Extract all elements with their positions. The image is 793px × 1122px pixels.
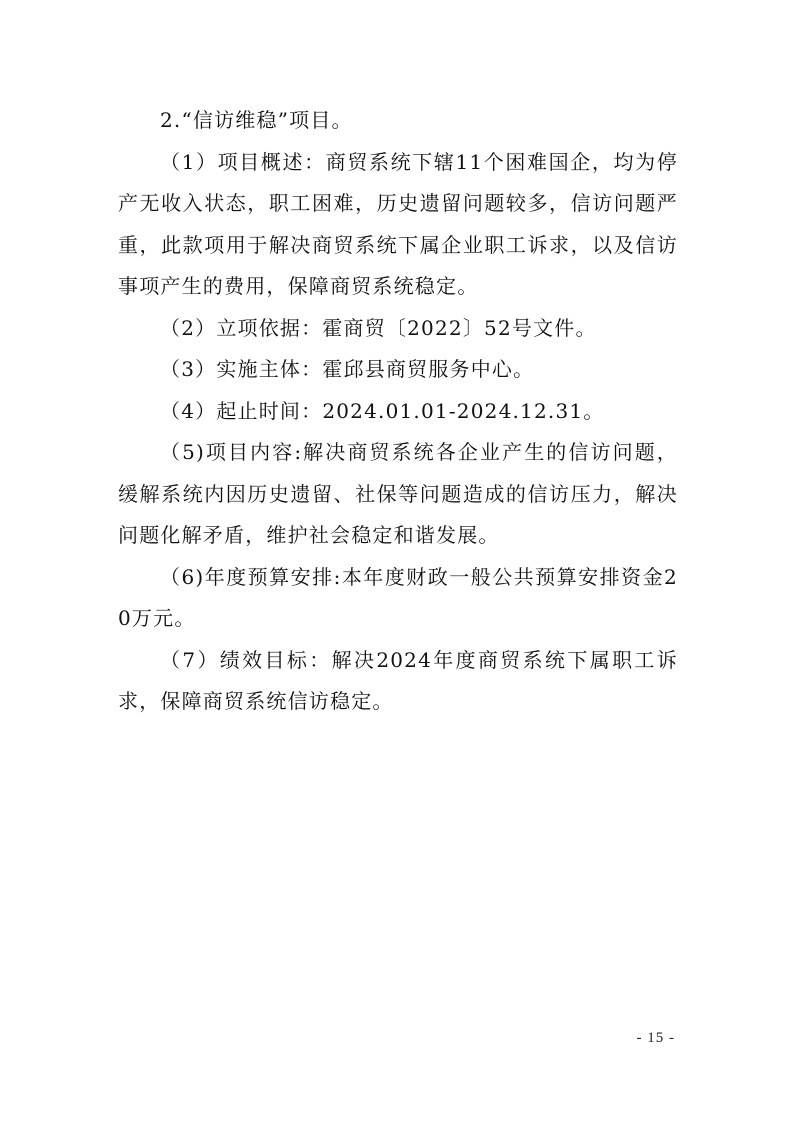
performance-goal-paragraph: （7）绩效目标：解决2024年度商贸系统下属职工诉求，保障商贸系统信访稳定。 [118, 647, 678, 713]
project-content-paragraph: （5)项目内容:解决商贸系统各企业产生的信访问题，缓解系统内因历史遗留、社保等问题造成的信访压力，解决问题化解矛盾，维护社会稳定和谐发展。 [118, 440, 678, 547]
time-period-paragraph: （4）起止时间：2024.01.01-2024.12.31。 [160, 398, 605, 423]
page-number: - 15 - [636, 1030, 675, 1046]
implementing-entity-paragraph: （3）实施主体：霍邱县商贸服务中心。 [160, 357, 535, 381]
project-overview-paragraph: （1）项目概述：商贸系统下辖11个困难国企，均为停产无收入状态，职工困难，历史遗留问题较多，信访问题严重，此款项用于解决商贸系统下属企业职工诉求，以及信访事项产生的费用，保障商贸系统稳定。 [118, 149, 678, 298]
document-body [118, 100, 678, 723]
budget-paragraph: （6)年度预算安排:本年度财政一般公共预算安排资金20万元。 [118, 564, 678, 630]
project-basis-paragraph: （2）立项依据：霍商贸〔2022〕52号文件。 [160, 315, 597, 340]
section-heading: 2.“信访维稳”项目。 [160, 108, 353, 132]
